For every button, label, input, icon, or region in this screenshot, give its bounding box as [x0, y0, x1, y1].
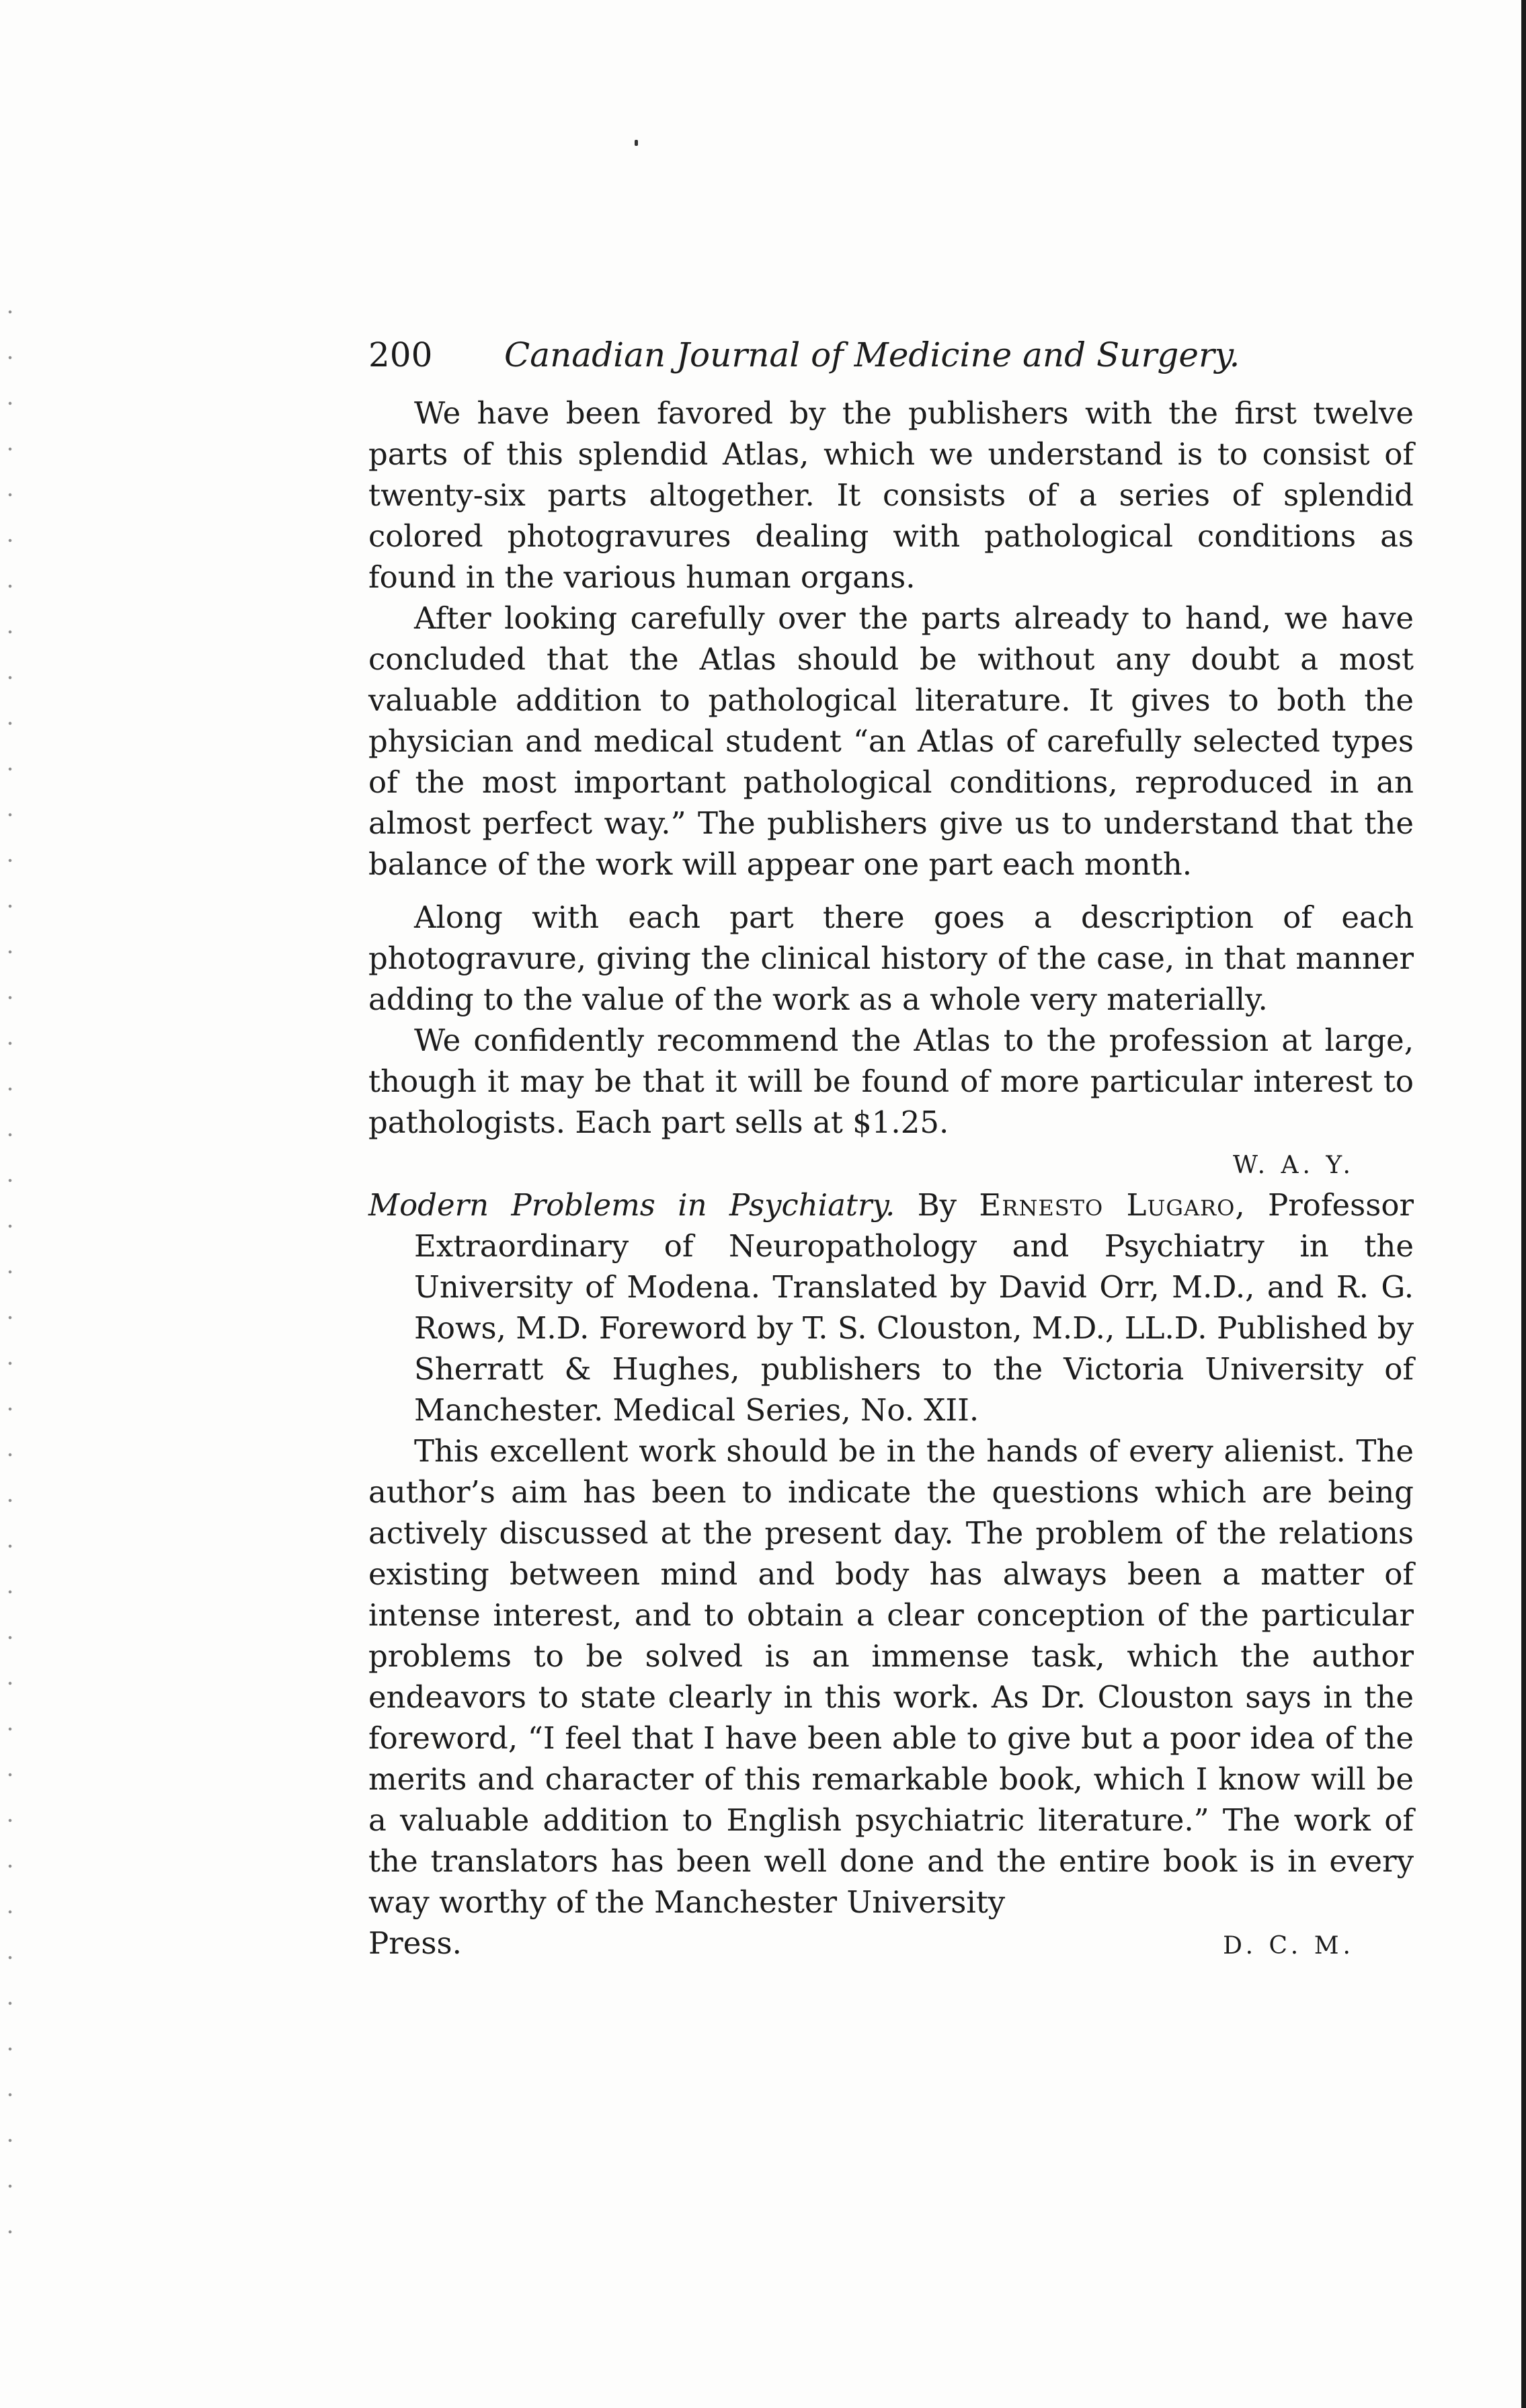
review1-paragraph-4: We confidently recommend the Atlas to the profession at large, though it may be that it will be found of more particular interest to pathologists. Each part sells at $1.25.	[368, 1022, 1414, 1140]
review2-initials: D. C. M.	[1223, 1932, 1355, 1960]
binding-edge-marks	[8, 289, 12, 2272]
page-edge-shadow	[1521, 0, 1526, 2408]
book-title: Modern Problems in Psychiatry.	[368, 1187, 895, 1223]
book-author: Ernesto Lugaro,	[979, 1187, 1246, 1223]
review1-paragraph-3: Along with each part there goes a description of each photogravure, giving the clinical history of the case, in that manner adding to the value of the work as a whole very materially.	[368, 899, 1414, 1017]
review2-last-word: Press.	[368, 1925, 462, 1961]
citation-by: By	[917, 1187, 957, 1223]
review1-paragraph-1: We have been favored by the publishers with the first twelve parts of this splendid Atlas, which we understand is to consist of twenty-six parts altogether. It consists of a series of splendid colored photogravures dealing with pathological conditions as found in the various human organs.	[368, 395, 1414, 595]
citation-details: Professor Extraordinary of Neuropathology and Psychiatry in the University of Modena. Translated by David Orr, M.D., and R. G. Rows, M.D. Foreword by T. S. Clouston, M.D., LL.D. Published by Sherratt & Hughes, publishers to the Victoria University of Manchester. Medical Series, No. XII.	[414, 1187, 1414, 1428]
review2-last-line	[368, 1923, 1414, 1966]
page-number: 200	[368, 335, 433, 374]
running-head	[368, 329, 1414, 383]
review1-paragraph-2: After looking carefully over the parts already to hand, we have concluded that the Atlas should be without any doubt a most valuable addition to pathological literature. It gives to both the physician and medical student “an Atlas of carefully selected types of the most important pathological conditions, reproduced in an almost perfect way.” The publishers give us to understand that the balance of the work will appear one part each month.	[368, 600, 1414, 882]
review1-initials: W. A. Y.	[1232, 1152, 1355, 1179]
review2-body: This excellent work should be in the hands of every alienist. The author’s aim has been to indicate the questions which are being actively discussed at the present day. The problem of the relations existing between mind and body has always been a matter of intense interest, and to obtain a clear conception of the particular problems to be solved is an immense task, which the author endeavors to state clearly in this work. As Dr. Clouston says in the foreword, “I feel that I have been able to give but a poor idea of the merits and character of this remarkable book, which I know will be a valuable addition to English psychiatric literature.” The work of the translators has been well done and the entire book is in every way worthy of the Manchester University	[368, 1433, 1414, 1920]
page-text	[368, 329, 1414, 1966]
journal-title: Canadian Journal of Medicine and Surgery.	[504, 335, 1240, 374]
ink-speck	[635, 140, 638, 146]
book-citation	[368, 1185, 1414, 1431]
